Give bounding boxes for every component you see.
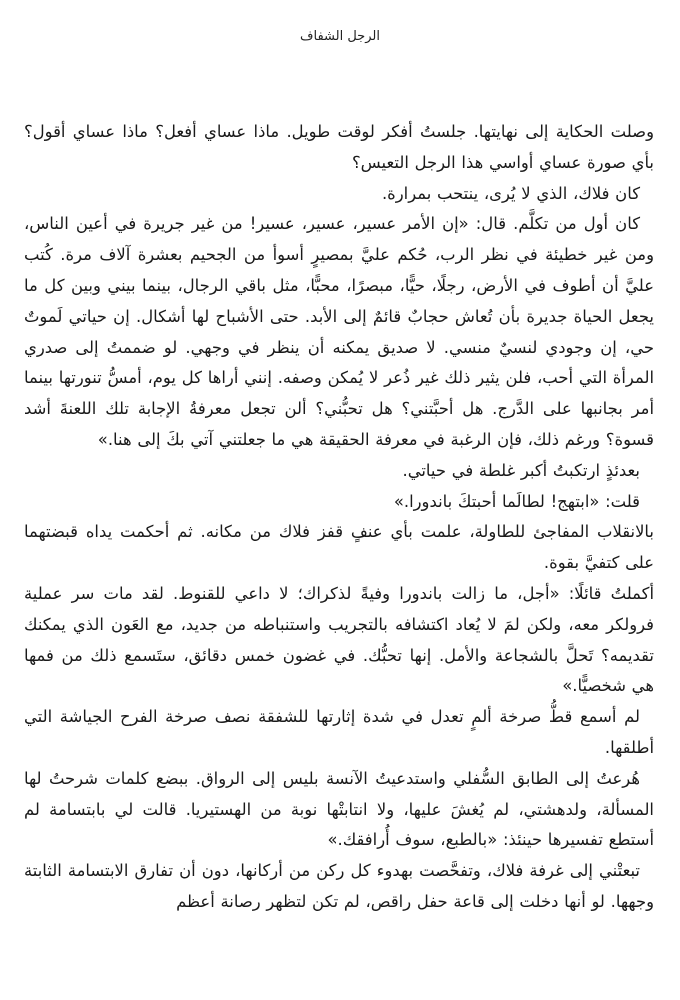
running-header-title: الرجل الشفاف (300, 29, 380, 44)
paragraph: وصلت الحكاية إلى نهايتها. جلستُ أفكر لوقت طويل. ماذا عساي أفعل؟ ماذا عساي أقول؟ بأي صورة عساي أواسي هذا الرجل التعيس؟ (24, 122, 654, 172)
paragraph: قلت: «ابتهج! لطالَما أحبتكَ باندورا.» (393, 491, 640, 511)
paragraph: تبعتْني إلى غرفة فلاك، وتفحَّصت بهدوء كل ركن من أركانها، دون أن تفارق الابتسامة الثابتة وجهها. لو أنها دخلت إلى قاعة حفل راقص، لم تكن لتظهر رصانة أعظم (24, 861, 654, 911)
body-text (24, 117, 654, 918)
paragraph: لم أسمع قطُّ صرخة ألمٍ تعدل في شدة إثارتها للشفقة نصف صرخة الفرح الجياشة التي أطلقها. (24, 707, 654, 757)
paragraph: كان أول من تكلَّم. قال: «إن الأمر عسير، عسير، عسير! من غير جريرة في أعين الناس، ومن غير خطيئة في نظر الرب، حُكم عليَّ بمصيرٍ أسوأ من الجحيم بعشرة آلاف مرة. كُتب عليَّ أن أطوف في الأرض، رجلًا، حيًّا، مبصرًا، محبًّا، مثل باقي الرجال، بينما بيني وبين كل ما يجعل الحياة جديرة بأن تُعاش حجابٌ قائمٌ إلى الأبد. حتى الأشباح لها أشكال. إن حياتي لَموتٌ حي، إن وجودي لنسيٌ منسي. لا صديق يمكنه أن ينظر في وجهي. لو ضممتُ إلى صدري المرأة التي أحب، فلن يثير ذلك غير ذُعر لا يُمكن وصفه. إنني أراها كل يوم، أمسُّ تنورتها بينما أمر بجانبها على الدَّرج. هل أحبَّتني؟ هل تحبُّني؟ ألن تجعل معرفةُ الإجابة تلك اللعنةَ أشد قسوة؟ ورغم ذلك، فإن الرغبة في معرفة الحقيقة هي ما جعلتني آتي بكَ إلى هنا.» (24, 214, 654, 449)
paragraph: بالانقلاب المفاجئ للطاولة، علمت بأي عنفٍ قفز فلاك من مكانه. ثم أحكمت يداه قبضتهما على كتفيَّ بقوة. (24, 522, 654, 573)
paragraph: كان فلاك، الذي لا يُرى، ينتحب بمرارة. (381, 183, 640, 203)
paragraph: بعدئذٍ ارتكبتُ أكبر غلطة في حياتي. (402, 460, 640, 480)
paragraph: هُرعتُ إلى الطابق السُّفلي واستدعيتُ الآنسة بليس إلى الرواق. ببضع كلمات شرحتُ لها المسألة، ولدهشتي، لم يُغشَ عليها، ولا انتابتْها نوبة من الهستيريا. قالت لي بابتسامة لم أستطع تفسيرها حينئذ: «بالطبع، سوف أُرافقك.» (24, 768, 654, 850)
paragraph: أكملتُ قائلًا: «أجل، ما زالت باندورا وفيةً لذكراك؛ لا داعي للقنوط. لقد مات سر عملية فرولكر معه، ولكن لمَ لا يُعاد اكتشافه بالتجريب واستنباطه من جديد، مع العَون الذي يمكنك تقديمه؟ تَحلَّ بالشجاعة والأمل. إنها تحبُّك. في غضون خمس دقائق، ستَسمع ذلك من فمها هي شخصيًّا.» (24, 583, 654, 696)
